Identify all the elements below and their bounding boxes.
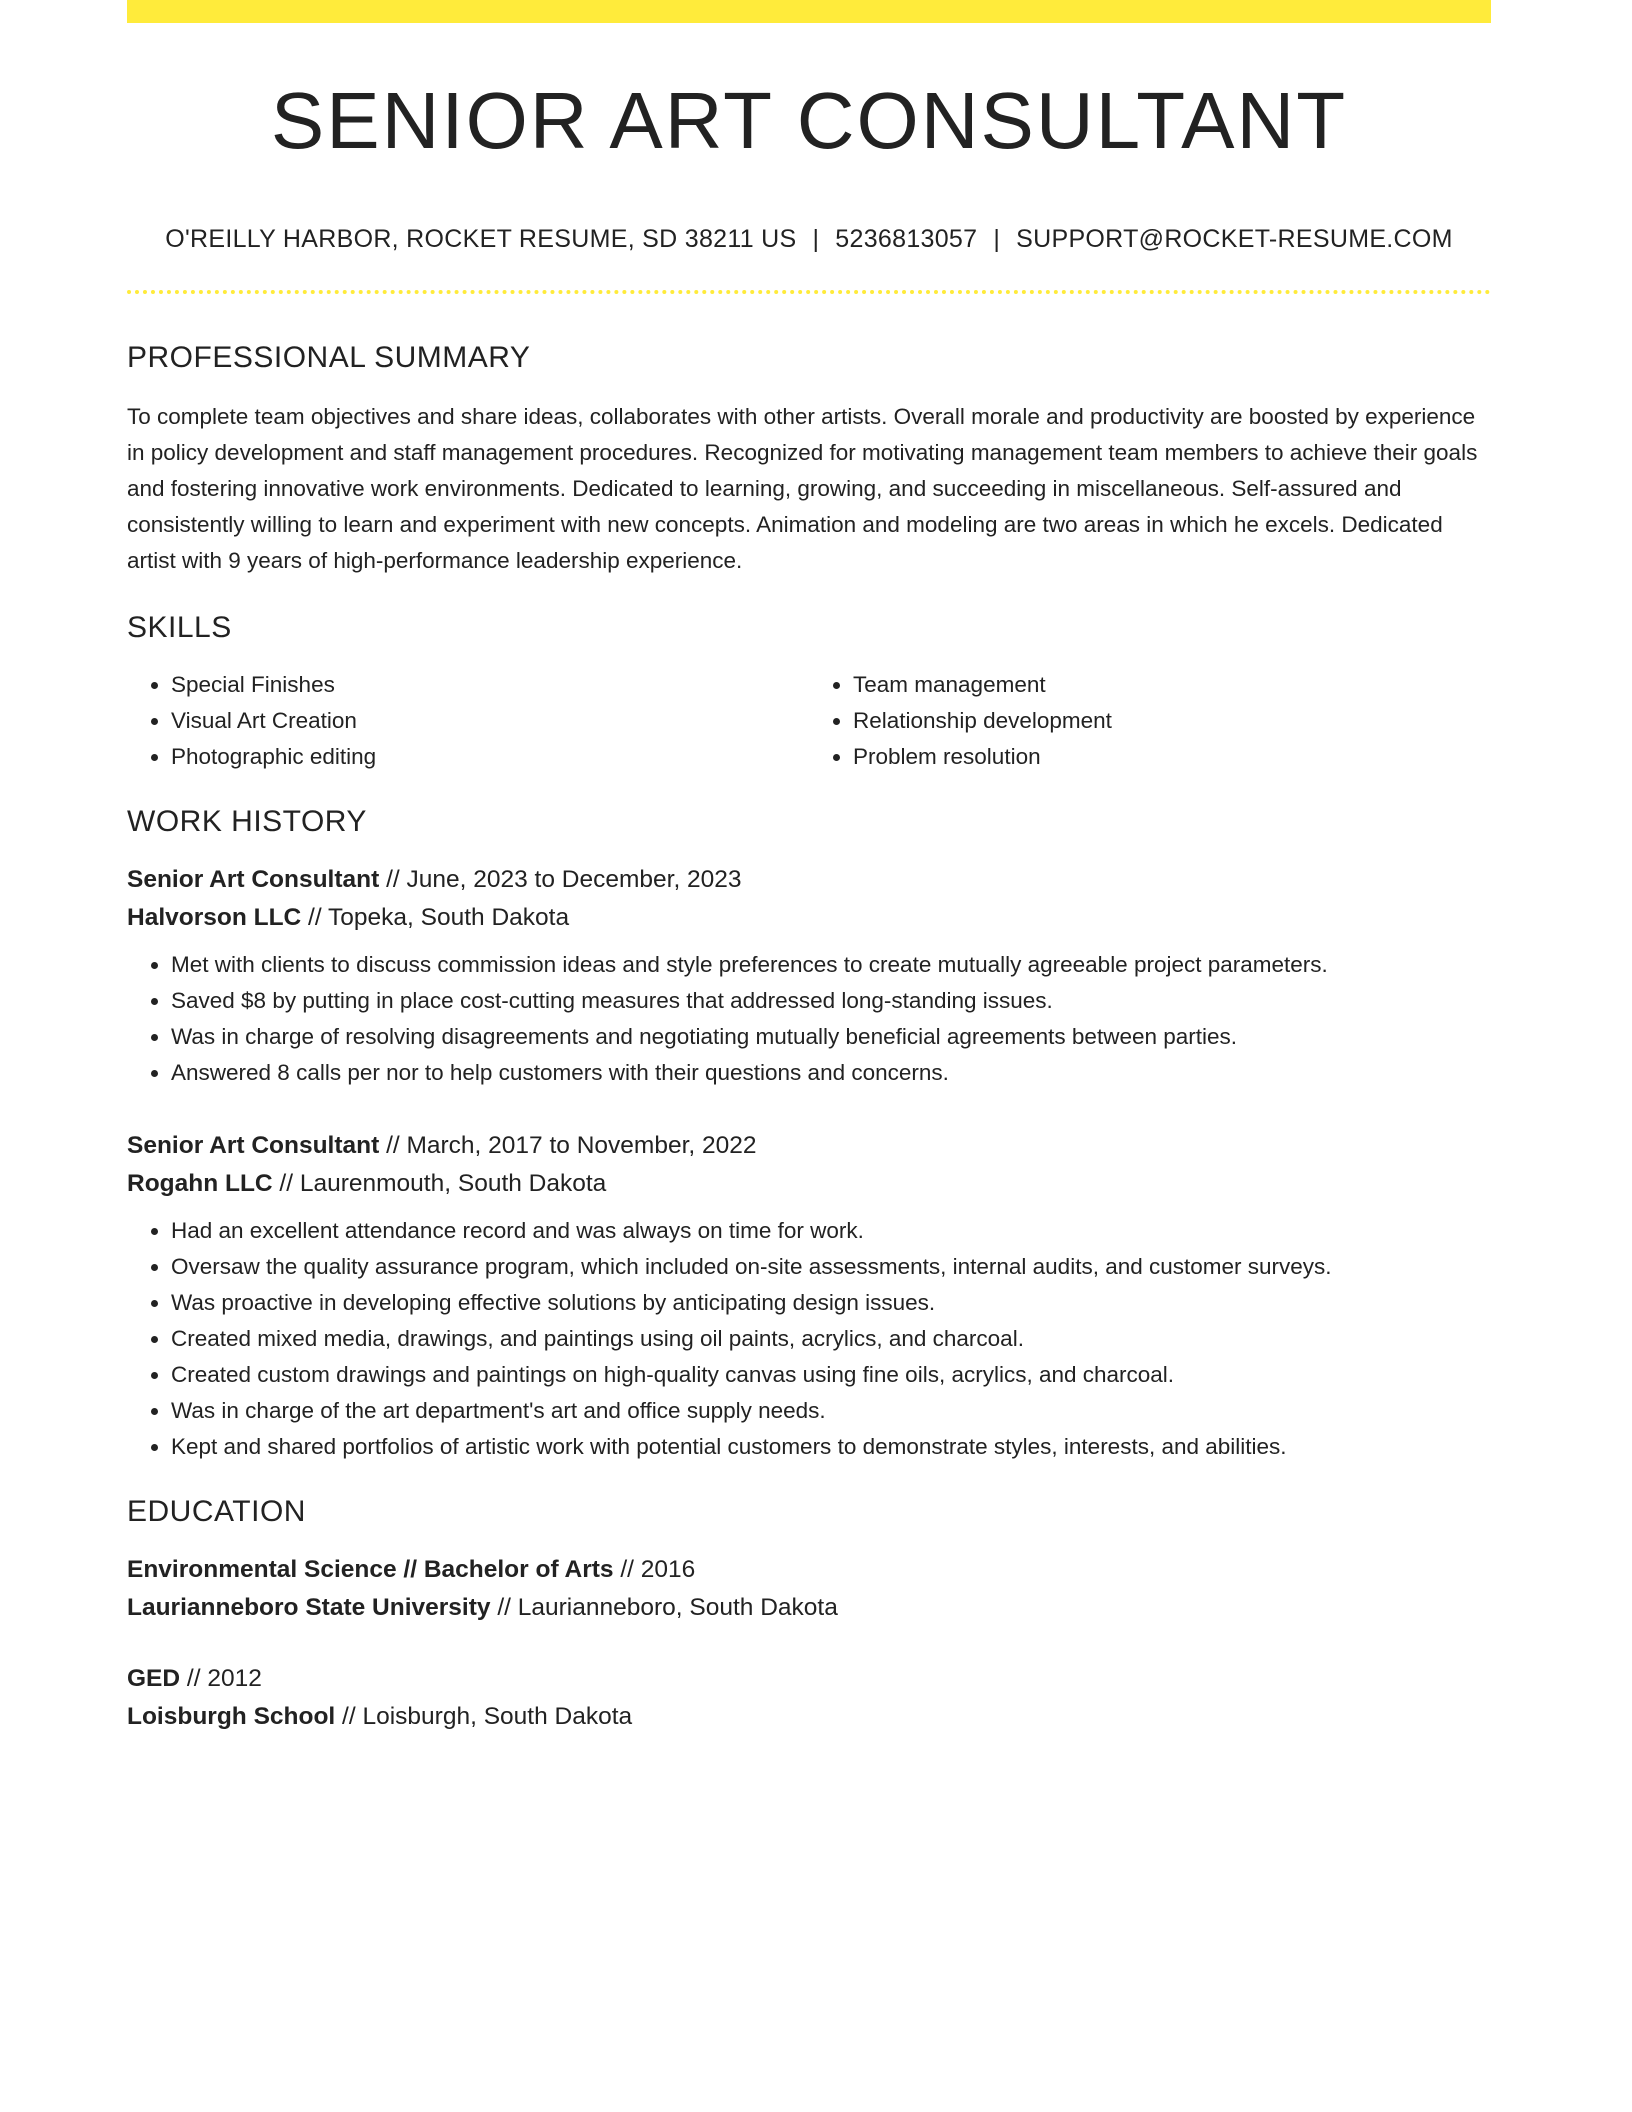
- job-bullet: • Answered 8 calls per nor to help customers with their questions and concerns.: [171, 1055, 1491, 1091]
- education-school-line: [127, 1589, 1491, 1627]
- job-title-line: [127, 861, 1491, 899]
- job-bullet: • Oversaw the quality assurance program, which included on-site assessments, internal audits, and customer surveys.: [171, 1249, 1491, 1285]
- skill-item: • Special Finishes: [171, 667, 809, 703]
- job-role: Senior Art Consultant: [127, 1132, 380, 1159]
- education-degree: Environmental Science // Bachelor of Arts: [127, 1556, 614, 1583]
- job-bullet: • Was in charge of resolving disagreements and negotiating mutually beneficial agreements between parties.: [171, 1019, 1491, 1055]
- education-heading: EDUCATION: [127, 1495, 306, 1528]
- job-bullet: • Had an excellent attendance record and was always on time for work.: [171, 1213, 1491, 1249]
- job-bullet: • Created custom drawings and paintings on high-quality canvas using fine oils, acrylics, and charcoal.: [171, 1357, 1491, 1393]
- skill-item: • Team management: [853, 667, 1491, 703]
- job-bullets: [127, 1213, 1491, 1465]
- job-dates: // March, 2017 to November, 2022: [379, 1132, 757, 1159]
- education-entry: [127, 1551, 1491, 1627]
- skills-column-right: [809, 667, 1491, 775]
- education-degree: GED: [127, 1665, 181, 1692]
- contact-address: O'REILLY HARBOR, ROCKET RESUME, SD 38211 US: [165, 225, 797, 253]
- education-school-line: [127, 1698, 1491, 1736]
- education-school: Laurianneboro State University: [127, 1594, 491, 1621]
- job-entry: [127, 861, 1491, 1091]
- contact-separator: |: [812, 225, 820, 253]
- education-year: // 2012: [180, 1665, 262, 1692]
- job-company-line: [127, 899, 1491, 937]
- education-degree-line: [127, 1551, 1491, 1589]
- education-school: Loisburgh School: [127, 1703, 336, 1730]
- job-company: Halvorson LLC: [127, 904, 302, 931]
- skill-item: • Photographic editing: [171, 739, 809, 775]
- job-company-line: [127, 1165, 1491, 1203]
- resume-name: SENIOR ART CONSULTANT: [270, 76, 1348, 165]
- contact-email: SUPPORT@ROCKET-RESUME.COM: [1016, 225, 1453, 253]
- education-degree-line: [127, 1660, 1491, 1698]
- job-bullet: • Was in charge of the art department's art and office supply needs.: [171, 1393, 1491, 1429]
- contact-line: [127, 225, 1491, 254]
- accent-top-bar: [127, 0, 1491, 23]
- job-bullet: • Met with clients to discuss commission ideas and style preferences to create mutually agreeable project parameters.: [171, 947, 1491, 983]
- job-location: // Topeka, South Dakota: [301, 904, 570, 931]
- job-bullet: • Created mixed media, drawings, and paintings using oil paints, acrylics, and charcoal.: [171, 1321, 1491, 1357]
- job-role: Senior Art Consultant: [127, 866, 380, 893]
- skill-item: • Relationship development: [853, 703, 1491, 739]
- job-title-line: [127, 1127, 1491, 1165]
- resume-page: [127, 0, 1491, 1736]
- dotted-divider: [127, 290, 1491, 294]
- job-bullet: • Saved $8 by putting in place cost-cutting measures that addressed long-standing issues.: [171, 983, 1491, 1019]
- contact-separator: |: [993, 225, 1001, 253]
- skills-heading: SKILLS: [127, 611, 232, 644]
- job-bullets: [127, 947, 1491, 1091]
- work-history-heading: WORK HISTORY: [127, 805, 367, 838]
- skills-column-left: [127, 667, 809, 775]
- job-location: // Laurenmouth, South Dakota: [272, 1170, 607, 1197]
- job-dates: // June, 2023 to December, 2023: [379, 866, 742, 893]
- education-year: // 2016: [613, 1556, 696, 1583]
- contact-phone: 5236813057: [835, 225, 978, 253]
- education-location: // Laurianneboro, South Dakota: [490, 1594, 838, 1621]
- summary-heading: PROFESSIONAL SUMMARY: [127, 341, 531, 374]
- skill-item: • Visual Art Creation: [171, 703, 809, 739]
- job-bullet: • Kept and shared portfolios of artistic work with potential customers to demonstrate styles, interests, and abilities.: [171, 1429, 1491, 1465]
- education-location: // Loisburgh, South Dakota: [335, 1703, 633, 1730]
- job-bullet: • Was proactive in developing effective solutions by anticipating design issues.: [171, 1285, 1491, 1321]
- skills-grid: [127, 667, 1491, 775]
- summary-text: To complete team objectives and share ideas, collaborates with other artists. Overall morale and productivity are boosted by experience in policy development and staff management procedures. Recognized for motivating management team members to achieve their goals and fostering innovative work environments. Dedicated to learning, growing, and succeeding in miscellaneous. Self-assured and consistently willing to learn and experiment with new concepts. Animation and modeling are two areas in which he excels. Dedicated artist with 9 years of high-performance leadership experience.: [127, 404, 1478, 573]
- job-company: Rogahn LLC: [127, 1170, 273, 1197]
- skill-item: • Problem resolution: [853, 739, 1491, 775]
- job-entry: [127, 1127, 1491, 1465]
- education-entry: [127, 1660, 1491, 1736]
